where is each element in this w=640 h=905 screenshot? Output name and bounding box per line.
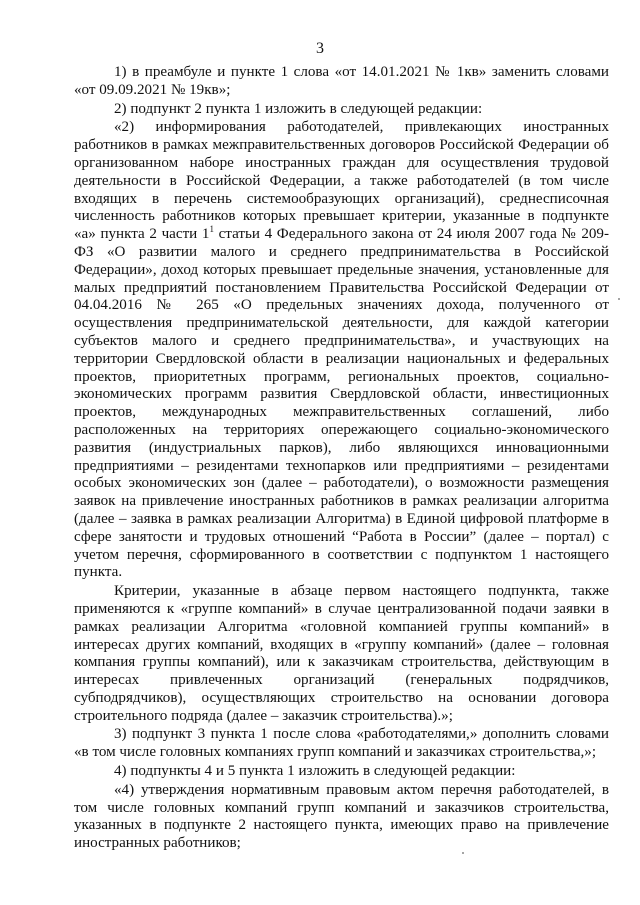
- scan-speck: [462, 852, 464, 854]
- superscript-part-number: 1: [209, 224, 214, 235]
- paragraph-amendment-1: 1) в преамбуле и пункте 1 слова «от 14.01.2021 № 1кв» заменить словами «от 09.09.2021 № 19кв»;: [74, 64, 609, 98]
- paragraph-amendment-2: 2) подпункт 2 пункта 1 изложить в следующей редакции:: [114, 100, 483, 117]
- paragraph-criteria: Критерии, указанные в абзаце первом настоящего подпункта, также применяются к «группе компаний» в случае централизованной подачи заявки в рамках реализации Алгоритма «головной компанией группы компаний» в интересах других компаний, входящих в «группу компаний» (далее – головная компания группы компаний), или к заказчикам строительства, действующим в интересах привлеченных организаций (генеральных подрядчиков, субподрядчиков), осуществляющих строительство на основании договора строительного подряда (далее – заказчик строительства).»;: [74, 583, 609, 724]
- subitem-2-text-part-b: статьи 4 Федерального закона от 24 июля 2007 года № 209-ФЗ «О развитии малого и среднего предпринимательства в Российской Федерации», доход которых превышает предельные значения, установленные для малых предприятий постановлением Правительства Российской Федерации от 04.04.2016 № 265 «О предельных значениях дохода, полученного от осуществления предпринимательской деятельности, для каждой категории субъектов малого и среднего предпринимательства», и участвующих на территории Свердловской области в реализации национальных и федеральных проектов, приоритетных программ, региональных проектов, социально-экономических программ развития Свердловской области, инвестиционных проектов, международных межправительственных соглашений, либо расположенных на территориях опережающего социально-экономического развития (индустриальных парков), либо являющихся инновационными предприятиями – резидентами технопарков или предприятиями – резидентами особых экономических зон (далее – работодатели), о возможности размещения заявок на привлечение иностранных работников в рамках реализации алгоритма (далее – заявка в рамках реализации Алгоритма) в Единой цифровой платформе в сфере занятости и трудовых отношений “Работа в России” (далее – портал) с учетом перечня, сформированного в соответствии с подпунктом 1 настоящего пункта.: [74, 226, 609, 581]
- document-body: [74, 64, 609, 853]
- paragraph-amendment-3: 3) подпункт 3 пункта 1 после слова «работодателями,» дополнить словами «в том числе головных компаниях групп компаний и заказчиках строительства,»;: [74, 726, 609, 761]
- paragraph-subitem-2-text: [74, 119, 609, 582]
- page-number: 3: [316, 40, 324, 57]
- scan-speck: [618, 298, 620, 300]
- paragraph-subitem-4-text: «4) утверждения нормативным правовым актом перечня работодателей, в том числе головных компаний групп компаний и заказчиков строительства, указанных в подпункте 2 настоящего пункта, имеющих право на привлечение иностранных работников;: [74, 781, 609, 852]
- paragraph-amendment-4: 4) подпункты 4 и 5 пункта 1 изложить в следующей редакции:: [114, 763, 516, 780]
- subitem-2-text-part-a: «2) информирования работодателей, привлекающих иностранных работников в рамках межправительственных договоров Российской Федерации об организованном наборе иностранных граждан для осуществления трудовой деятельности в Российской Федерации, а также работодателей (в том числе входящих в перечень системообразующих организаций), среднесписочная численность работников которых превышает критерии, указанные в подпункте «а» пункта 2 части 1: [74, 119, 609, 243]
